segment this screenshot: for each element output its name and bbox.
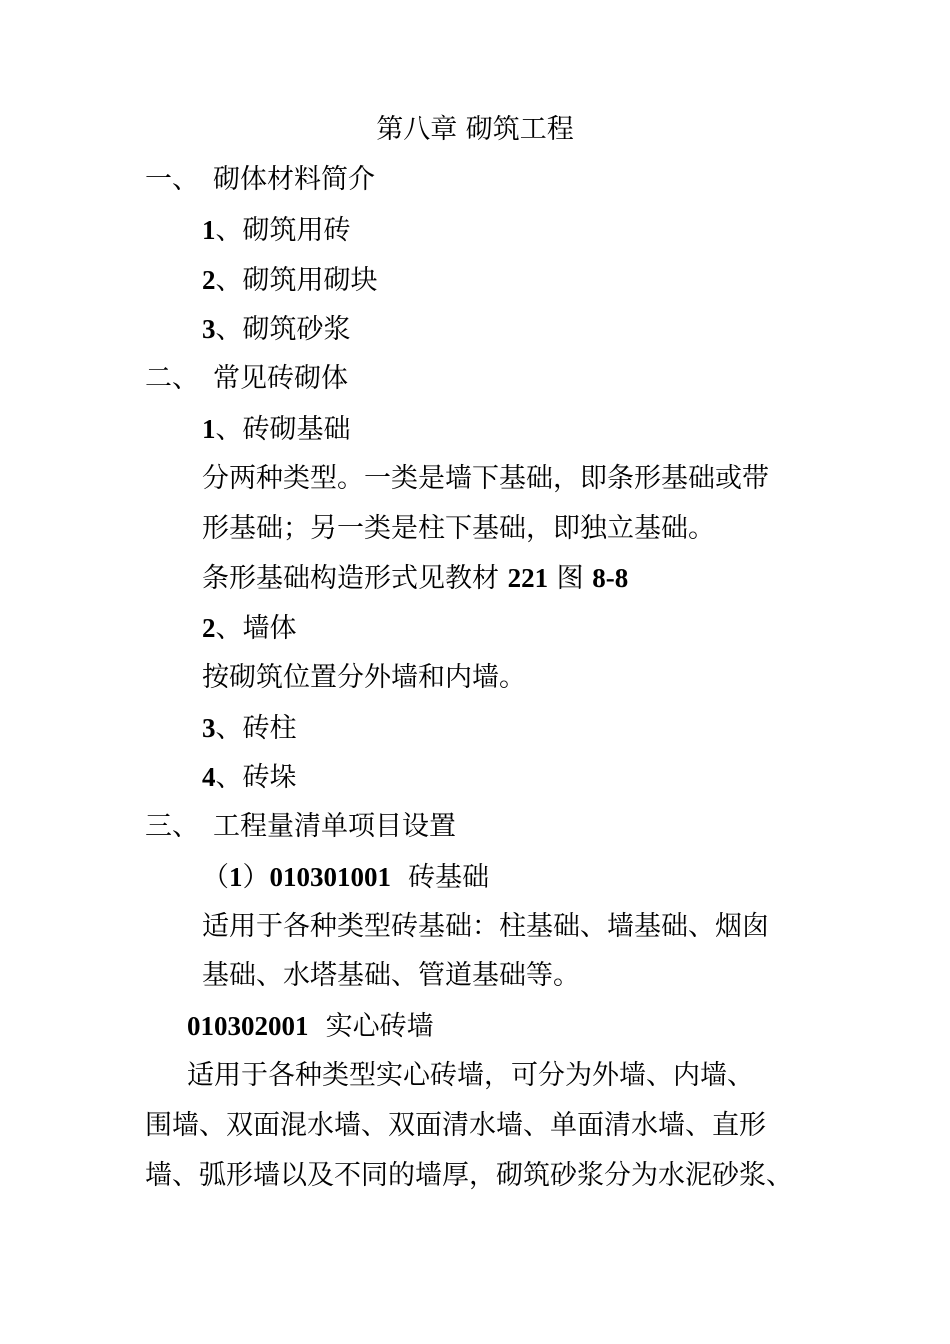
paragraph-line: 适用于各种类型实心砖墙，可分为外墙、内墙、 bbox=[187, 1060, 754, 1091]
paragraph-line: 按砌筑位置分外墙和内墙。 bbox=[202, 662, 526, 693]
list-item: 3、砌筑砂浆 bbox=[202, 314, 351, 345]
section-mark: 三、 bbox=[145, 811, 199, 842]
paragraph-line: 条形基础构造形式见教材 221 图 8-8 bbox=[202, 563, 629, 594]
section-heading-3 bbox=[145, 810, 456, 844]
list-item: 2、砌筑用砌块 bbox=[202, 265, 378, 296]
list-item: 1、砖砌基础 bbox=[202, 414, 351, 445]
item-code-line: （1）010301001 砖基础 bbox=[202, 862, 490, 893]
list-item: 1、砌筑用砖 bbox=[202, 215, 351, 246]
section-mark: 一、 bbox=[145, 164, 199, 195]
section-title: 砌体材料简介 bbox=[213, 164, 375, 195]
section-heading-1 bbox=[145, 163, 375, 197]
paragraph-line: 围墙、双面混水墙、双面清水墙、单面清水墙、直形 bbox=[145, 1110, 766, 1141]
section-title: 常见砖砌体 bbox=[213, 363, 348, 394]
list-item: 4、砖垛 bbox=[202, 762, 297, 793]
paragraph-line: 分两种类型。一类是墙下基础，即条形基础或带 bbox=[202, 463, 769, 494]
chapter-title: 第八章 砌筑工程 bbox=[376, 114, 574, 145]
section-heading-2 bbox=[145, 362, 348, 396]
section-mark: 二、 bbox=[145, 363, 199, 394]
paragraph-line: 墙、弧形墙以及不同的墙厚，砌筑砂浆分为水泥砂浆、 bbox=[145, 1160, 793, 1191]
item-code-line: 010302001 实心砖墙 bbox=[187, 1011, 434, 1042]
paragraph-line: 基础、水塔基础、管道基础等。 bbox=[202, 960, 580, 991]
section-title: 工程量清单项目设置 bbox=[213, 811, 456, 842]
list-item: 2、墙体 bbox=[202, 613, 297, 644]
list-item: 3、砖柱 bbox=[202, 713, 297, 744]
paragraph-line: 适用于各种类型砖基础：柱基础、墙基础、烟囱 bbox=[202, 911, 769, 942]
paragraph-line: 形基础；另一类是柱下基础，即独立基础。 bbox=[202, 513, 715, 544]
